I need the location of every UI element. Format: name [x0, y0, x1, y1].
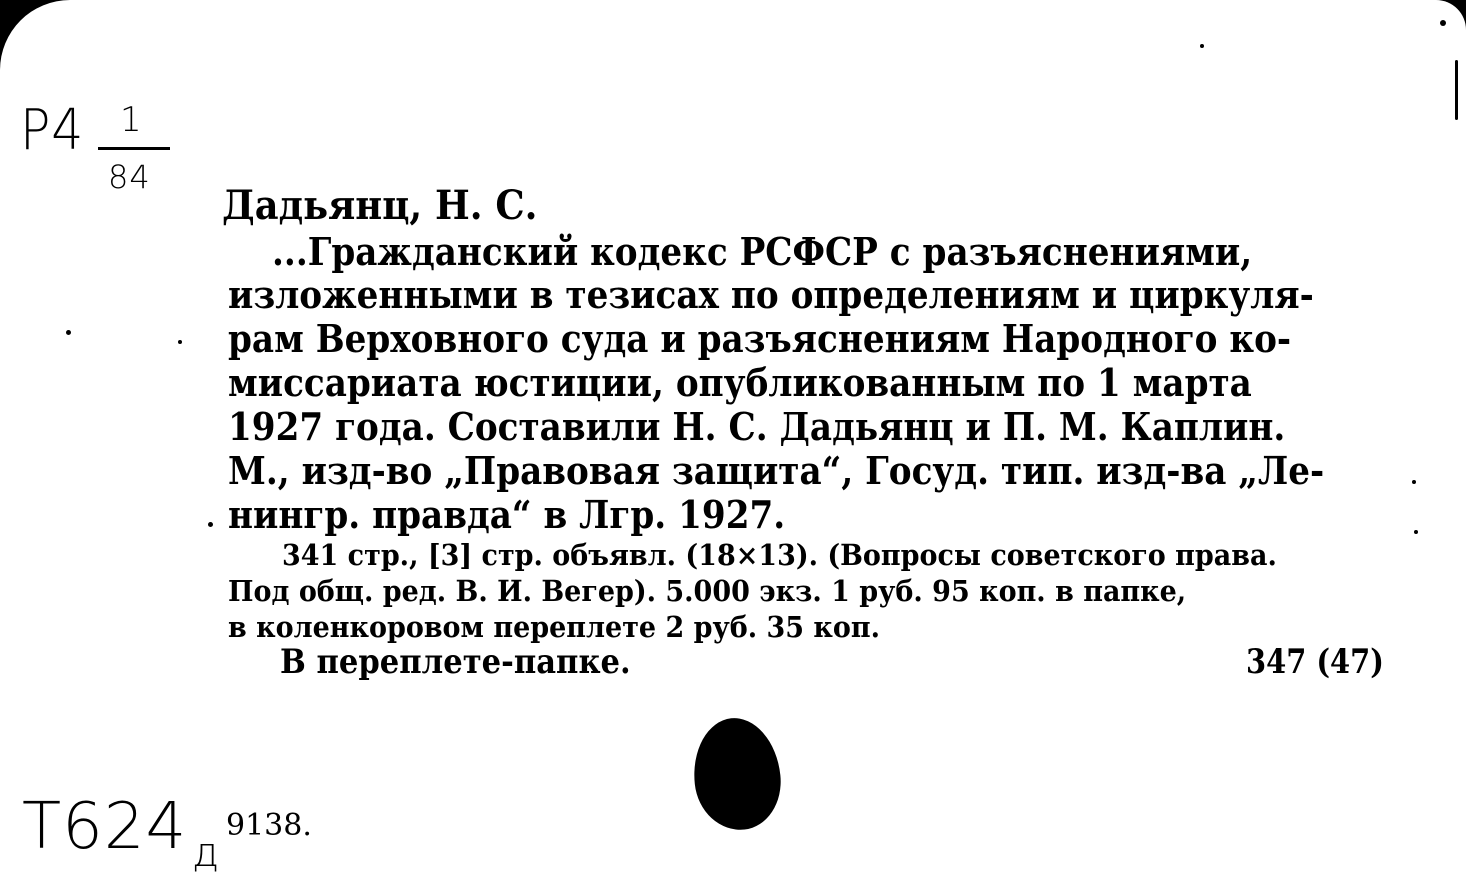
- scan-speck: [178, 340, 182, 344]
- shelfmark-fraction-bar: [98, 147, 170, 150]
- shelfmark-denominator: 84: [108, 158, 151, 196]
- shelfmark-prefix: Р4: [20, 98, 85, 163]
- title-line: 1927 года. Составили Н. С. Дадьянц и П. М. Каплин.: [228, 404, 1286, 449]
- shelfmark-numerator: 1: [120, 100, 143, 140]
- inventory-suffix: д: [192, 830, 221, 876]
- description-line: 341 стр., [3] стр. объявл. (18×13). (Вопросы советского права.: [282, 538, 1277, 572]
- title-line: рам Верховного суда и разъяснениям Народного ко-: [228, 316, 1292, 361]
- title-line: М., изд-во „Правовая защита“, Госуд. тип. изд-ва „Ле-: [228, 448, 1325, 493]
- scan-speck: [1440, 20, 1446, 26]
- inventory-code: Т624: [22, 790, 188, 864]
- scan-speck: [66, 330, 71, 335]
- scan-speck: [1200, 44, 1204, 48]
- description-line: в коленкоровом переплете 2 руб. 35 коп.: [228, 610, 881, 644]
- inventory-number: 9138.: [226, 808, 312, 843]
- scan-speck: [1412, 480, 1416, 484]
- top-edge-highlight: [300, 0, 1400, 3]
- title-line: изложенными в тезисах по определениям и циркуля-: [228, 272, 1314, 317]
- title-line: миссариата юстиции, опубликованным по 1 марта: [228, 360, 1252, 405]
- description-line: Под общ. ред. В. И. Вегер). 5.000 экз. 1 руб. 95 коп. в папке,: [228, 574, 1187, 608]
- scan-speck: [1414, 530, 1418, 534]
- title-line: ...Гражданский кодекс РСФСР с разъяснениями,: [272, 229, 1253, 274]
- card-number: 347 (47): [1246, 642, 1384, 682]
- binding-note: В переплете-папке.: [280, 642, 631, 682]
- title-line: нингр. правда“ в Лгр. 1927.: [228, 492, 786, 537]
- scan-edge-mark: [1455, 60, 1458, 120]
- scan-speck: [208, 522, 213, 527]
- punch-hole: [688, 714, 785, 834]
- author-heading: Дадьянц, Н. С.: [222, 182, 538, 229]
